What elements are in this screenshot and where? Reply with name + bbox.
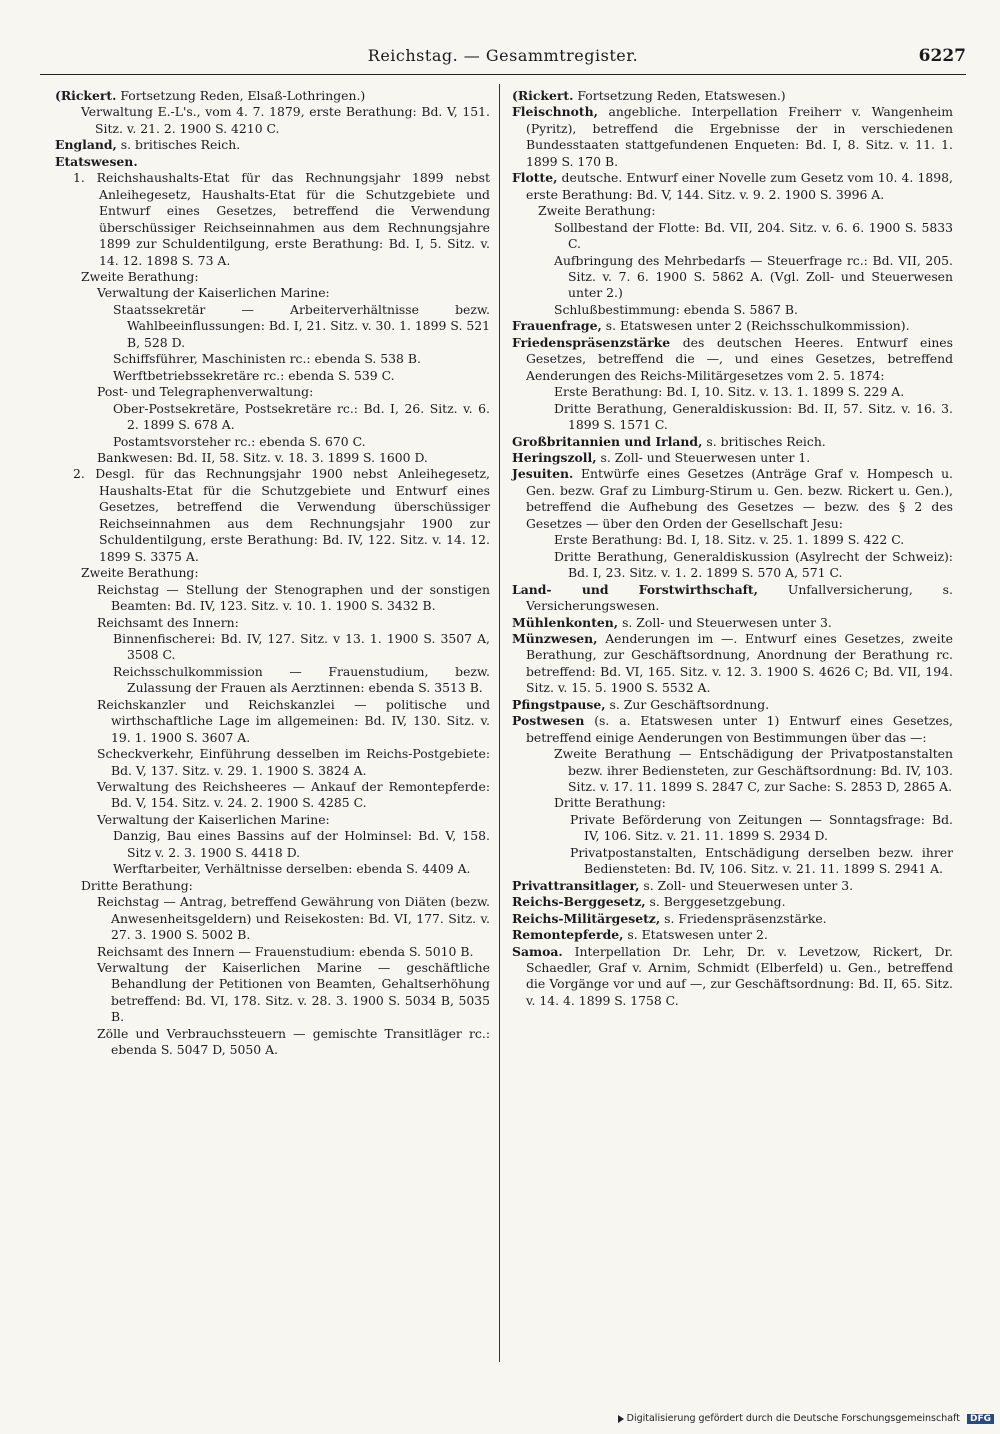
index-entry xyxy=(55,154,490,170)
index-entry xyxy=(512,203,953,219)
entry-text: Verwaltung des Reichsheeres — Ankauf der Remontepferde: Bd. V, 154. Sitz. v. 24. 2. 1900 S. 4285 C. xyxy=(97,779,490,811)
index-entry xyxy=(512,170,953,203)
entry-text: Bankwesen: Bd. II, 58. Sitz. v. 18. 3. 1899 S. 1600 D. xyxy=(97,449,428,465)
entry-text: Erste Berathung: Bd. I, 10. Sitz. v. 13. 1. 1899 S. 229 A. xyxy=(554,384,905,400)
index-entry xyxy=(512,88,953,104)
entry-text: Reichskanzler und Reichskanzlei — politische und wirthschaftliche Lage im allgemeinen: Bd. IV, 130. Sitz. v. 19. 1. 1900 S. 3607 A. xyxy=(97,696,490,745)
entry-headword: Flotte, xyxy=(512,170,558,186)
entry-text: Erste Berathung: Bd. I, 18. Sitz. v. 25. 1. 1899 S. 422 C. xyxy=(554,532,905,548)
dfg-logo: DFG xyxy=(967,1414,994,1424)
entry-headword: Jesuiten. xyxy=(512,466,574,482)
index-entry xyxy=(55,351,490,367)
footer-text: Digitalisierung gefördert durch die Deutsche Forschungsgemeinschaft xyxy=(626,1413,960,1424)
entry-text: Scheckverkehr, Einführung desselben im Reichs-Postgebiete: Bd. V, 137. Sitz. v. 29. 1. 1900 S. 3824 A. xyxy=(97,746,490,778)
entry-text: Reichstag — Antrag, betreffend Gewährung von Diäten (bezw. Anwesenheitsgeldern) und Reisekosten: Bd. VI, 177. Sitz. v. 27. 3. 1900 S. 5002 B. xyxy=(97,894,490,943)
right-column xyxy=(512,88,953,1009)
entry-text: Dritte Berathung: xyxy=(81,877,193,893)
index-entry xyxy=(55,615,490,631)
index-entry xyxy=(512,302,953,318)
entry-text: Reichshaushalts-Etat für das Rechnungsjahr 1899 nebst Anleihegesetz, Haushalts-Etat für die Schutzgebiete und Entwurf eines Gesetzes, betreffend die Verwendung überschüssiger Reichseinnahmen aus dem Rechnungsjahre 1899 zur Schuldentilgung, erste Berathung: Bd. I, 5. Sitz. v. 14. 12. 1898 S. 73 A. xyxy=(84,170,490,268)
entry-headword: Land- und Forstwirthschaft, xyxy=(512,581,758,597)
entry-text: Fortsetzung Reden, Elsaß-Lothringen.) xyxy=(116,88,366,103)
entry-text: angebliche. Interpellation Freiherr v. Wangenheim (Pyritz), betreffend die Ergebnisse der in verschiedenen Bundesstaaten stattgefundenen Enqueten: Bd. I, 8. Sitz. v. 11. 1. 1899 S. 170 B. xyxy=(526,104,953,169)
page-header xyxy=(40,46,966,72)
index-entry xyxy=(512,450,953,466)
entry-headword: Fleischnoth, xyxy=(512,104,598,120)
footer xyxy=(614,1413,994,1424)
entry-headword: Frauenfrage, xyxy=(512,318,602,334)
index-entry xyxy=(55,960,490,1026)
index-entry xyxy=(55,401,490,434)
entry-headword: Friedenspräsenzstärke xyxy=(512,334,671,350)
entry-text: Werftbetriebssekretäre rc.: ebenda S. 539 C. xyxy=(113,367,395,383)
index-entry xyxy=(55,664,490,697)
entry-headword: Etatswesen. xyxy=(55,153,138,169)
entry-headword: Großbritannien und Irland, xyxy=(512,433,703,449)
entry-text: Werftarbeiter, Verhältnisse derselben: ebenda S. 4409 A. xyxy=(113,861,471,877)
entry-headword: Reichs-Militärgesetz, xyxy=(512,910,661,926)
index-entry xyxy=(55,384,490,400)
index-entry xyxy=(55,565,490,581)
index-entry xyxy=(55,746,490,779)
entry-text: Dritte Berathung, Generaldiskussion: Bd. II, 57. Sitz. v. 16. 3. 1899 S. 1571 C. xyxy=(554,400,953,433)
index-entry xyxy=(55,170,490,269)
entry-headword: England, xyxy=(55,137,117,153)
entry-text: Sollbestand der Flotte: Bd. VII, 204. Sitz. v. 6. 6. 1900 S. 5833 C. xyxy=(554,219,953,252)
entry-text: deutsche. Entwurf einer Novelle zum Gesetz vom 10. 4. 1898, erste Berathung: Bd. V, 144. Sitz. v. 9. 2. 1900 S. 3996 A. xyxy=(526,170,953,202)
entry-text: (s. a. Etatswesen unter 1) Entwurf eines Gesetzes, betreffend einige Aenderungen von Bestimmungen über das —: xyxy=(526,713,953,745)
index-entry xyxy=(512,466,953,532)
entry-headword: Mühlenkonten, xyxy=(512,614,619,630)
entry-text: Schiffsführer, Maschinisten rc.: ebenda S. 538 B. xyxy=(113,351,421,367)
index-entry xyxy=(512,104,953,170)
index-entry xyxy=(512,812,953,845)
index-entry xyxy=(55,269,490,285)
entry-text: Verwaltung der Kaiserlichen Marine — geschäftliche Behandlung der Petitionen von Beamten, Gehaltserhöhung betreffend: Bd. VI, 178. Sitz. v. 28. 3. 1900 S. 5034 B, 5035 B. xyxy=(97,960,490,1025)
entry-text: Reichsschulkommission — Frauenstudium, bezw. Zulassung der Frauen als Aerztinnen: ebenda S. 3513 B. xyxy=(113,663,490,696)
entry-headword: (Rickert. xyxy=(55,88,117,103)
left-column xyxy=(55,88,490,1059)
entry-number: 1. xyxy=(73,170,85,186)
index-entry xyxy=(55,582,490,615)
index-entry xyxy=(512,253,953,302)
entry-text: Entwürfe eines Gesetzes (Anträge Graf v. Hompesch u. Gen. bezw. Graf zu Limburg-Stirum u. Gen. bezw. Rickert u. Gen.), betreffend die Aufhebung des Gesetzes — bezw. des § 2 des Gesetzes — über den Orden der Gesellschaft Jesu: xyxy=(526,466,953,531)
index-entry xyxy=(55,302,490,351)
entry-text: Ober-Postsekretäre, Postsekretäre rc.: Bd. I, 26. Sitz. v. 6. 2. 1899 S. 678 A. xyxy=(113,400,490,433)
index-entry xyxy=(512,318,953,334)
entry-text: Danzig, Bau eines Bassins auf der Holminsel: Bd. V, 158. Sitz v. 2. 3. 1900 S. 4418 D. xyxy=(113,828,490,860)
entry-text: s. britisches Reich. xyxy=(702,433,826,449)
index-entry xyxy=(512,434,953,450)
index-entry xyxy=(512,845,953,878)
entry-text: Verwaltung der Kaiserlichen Marine: xyxy=(97,811,330,827)
index-entry xyxy=(512,697,953,713)
index-entry xyxy=(512,894,953,910)
entry-text: s. britisches Reich. xyxy=(116,137,241,153)
entry-text: Dritte Berathung: xyxy=(554,795,666,811)
index-entry xyxy=(55,137,490,153)
index-entry xyxy=(512,878,953,894)
entry-text: Schlußbestimmung: ebenda S. 5867 B. xyxy=(554,301,798,317)
entry-text: s. Zoll- und Steuerwesen unter 3. xyxy=(639,877,854,893)
entry-text: Aufbringung des Mehrbedarfs — Steuerfrage rc.: Bd. VII, 205. Sitz. v. 7. 6. 1900 S. 5862 A. (Vgl. Zoll- und Steuerwesen unter 2.) xyxy=(554,252,953,301)
entry-text: s. Etatswesen unter 2. xyxy=(623,927,768,943)
index-entry xyxy=(55,878,490,894)
entry-text: Private Beförderung von Zeitungen — Sonntagsfrage: Bd. IV, 106. Sitz. v. 21. 11. 1899 S. 2934 D. xyxy=(570,811,953,844)
entry-text: s. Zur Geschäftsordnung. xyxy=(605,696,770,712)
entry-text: Staatssekretär — Arbeiterverhältnisse bezw. Wahlbeeinflussungen: Bd. I, 21. Sitz. v. 30. 1. 1899 S. 521 B, 528 D. xyxy=(113,301,490,350)
index-entry xyxy=(512,631,953,697)
entry-headword: Reichs-Berggesetz, xyxy=(512,894,646,910)
index-entry xyxy=(512,220,953,253)
entry-text: Binnenfischerei: Bd. IV, 127. Sitz. v 13. 1. 1900 S. 3507 A, 3508 C. xyxy=(113,630,490,663)
index-entry xyxy=(55,894,490,943)
index-entry xyxy=(512,549,953,582)
entry-text: Privatpostanstalten, Entschädigung derselben bezw. ihrer Bediensteten: Bd. IV, 106. Sitz. v. 21. 11. 1899 S. 2941 A. xyxy=(570,844,953,877)
index-entry xyxy=(55,450,490,466)
entry-text: Fortsetzung Reden, Etatswesen.) xyxy=(573,88,786,103)
entry-text: Reichstag — Stellung der Stenographen und der sonstigen Beamten: Bd. IV, 123. Sitz. v. 10. 1. 1900 S. 3432 B. xyxy=(97,581,490,614)
entry-text: Zweite Berathung — Entschädigung der Privatpostanstalten bezw. ihrer Bediensteten, zur Geschäftsordnung: Bd. IV, 103. Sitz. v. 17. 11. 1899 S. 2847 C, zur Sache: S. 2853 D, 2865 A. xyxy=(554,746,953,795)
entry-text: s. Zoll- und Steuerwesen unter 1. xyxy=(596,449,811,465)
entry-text: Zölle und Verbrauchssteuern — gemischte Transitläger rc.: ebenda S. 5047 D, 5050 A. xyxy=(97,1025,490,1058)
entry-text: Zweite Berathung: xyxy=(538,203,656,219)
index-entry xyxy=(512,927,953,943)
index-entry xyxy=(512,532,953,548)
index-entry xyxy=(55,697,490,746)
entry-text: Zweite Berathung: xyxy=(81,565,199,581)
entry-text: Post- und Telegraphenverwaltung: xyxy=(97,384,314,400)
index-entry xyxy=(512,335,953,384)
entry-text: Verwaltung E.-L's., vom 4. 7. 1879, erste Berathung: Bd. V, 151. Sitz. v. 21. 2. 1900 S. 4210 C. xyxy=(81,104,490,136)
entry-headword: Remontepferde, xyxy=(512,927,624,943)
entry-text: Verwaltung der Kaiserlichen Marine: xyxy=(97,285,330,301)
arrow-icon xyxy=(618,1415,624,1423)
entry-text: s. Friedenspräsenzstärke. xyxy=(660,910,827,926)
entry-text: s. Berggesetzgebung. xyxy=(645,894,786,910)
index-entry xyxy=(55,944,490,960)
index-entry xyxy=(55,285,490,301)
index-entry xyxy=(512,384,953,400)
index-entry xyxy=(55,368,490,384)
entry-text: Postamtsvorsteher rc.: ebenda S. 670 C. xyxy=(113,433,366,449)
entry-text: Desgl. für das Rechnungsjahr 1900 nebst Anleihegesetz, Haushalts-Etat für die Schutzgebiete und Entwurf eines Gesetzes, betreffend die Verwendung überschüssiger Reichseinnahmen aus dem Rechnungsjahr 1900 zur Schuldentilgung, erste Berathung: Bd. IV, 122. Sitz. v. 14. 12. 1899 S. 3375 A. xyxy=(84,466,490,564)
index-entry xyxy=(512,795,953,811)
page-number: 6227 xyxy=(918,46,966,66)
index-entry xyxy=(512,746,953,795)
index-entry xyxy=(55,466,490,565)
entry-text: Zweite Berathung: xyxy=(81,268,199,284)
entry-text: Interpellation Dr. Lehr, Dr. v. Levetzow, Rickert, Dr. Schaedler, Graf v. Arnim, Schmidt (Elberfeld) u. Gen., betreffend die Vorgänge vor und auf —, zur Geschäftsordnung: Bd. II, 65. Sitz. v. 14. 4. 1899 S. 1758 C. xyxy=(526,943,953,1008)
index-entry xyxy=(55,779,490,812)
index-entry xyxy=(55,812,490,828)
index-entry xyxy=(512,615,953,631)
index-entry xyxy=(55,631,490,664)
index-entry xyxy=(55,104,490,137)
entry-text: Reichsamt des Innern — Frauenstudium: ebenda S. 5010 B. xyxy=(97,943,474,959)
entry-headword: Privattransitlager, xyxy=(512,877,640,893)
index-entry xyxy=(512,582,953,615)
header-rule xyxy=(40,74,966,75)
index-entry xyxy=(55,434,490,450)
index-entry xyxy=(512,713,953,746)
entry-text: des deutschen Heeres. Entwurf eines Gesetzes, betreffend die —, und eines Gesetzes, betreffend Aenderungen des Reichs-Militärgesetzes vom 2. 5. 1874: xyxy=(526,334,953,383)
index-entry xyxy=(55,828,490,861)
index-entry xyxy=(55,1026,490,1059)
index-entry xyxy=(512,401,953,434)
entry-headword: Heringszoll, xyxy=(512,449,597,465)
column-divider xyxy=(499,84,500,1362)
entry-headword: Münzwesen, xyxy=(512,630,598,646)
entry-headword: Samoa. xyxy=(512,943,563,959)
entry-text: s. Zoll- und Steuerwesen unter 3. xyxy=(618,614,832,630)
index-entry xyxy=(512,944,953,1010)
entry-text: Unfallversicherung, s. Versicherungswesen. xyxy=(526,581,953,614)
entry-text: Dritte Berathung, Generaldiskussion (Asylrecht der Schweiz): Bd. I, 23. Sitz. v. 1. 2. 1899 S. 570 A, 571 C. xyxy=(554,548,953,581)
entry-headword: (Rickert. xyxy=(512,88,574,103)
entry-text: s. Etatswesen unter 2 (Reichsschulkommission). xyxy=(601,318,910,334)
entry-text: Aenderungen im —. Entwurf eines Gesetzes, zweite Berathung, zur Geschäftsordnung, Anordnung der Berathung rc. betreffend: Bd. VI, 165. Sitz. v. 12. 3. 1900 S. 4626 C; Bd. VII, 194. Sitz. v. 15. 5. 1900 S. 5532 A. xyxy=(526,630,953,696)
index-entry xyxy=(55,861,490,877)
index-entry xyxy=(55,88,490,104)
entry-number: 2. xyxy=(73,466,85,482)
index-entry xyxy=(512,911,953,927)
entry-headword: Pfingstpause, xyxy=(512,696,606,712)
entry-headword: Postwesen xyxy=(512,713,585,729)
running-title: Reichstag. — Gesammtregister. xyxy=(367,46,639,65)
entry-text: Reichsamt des Innern: xyxy=(97,614,239,630)
